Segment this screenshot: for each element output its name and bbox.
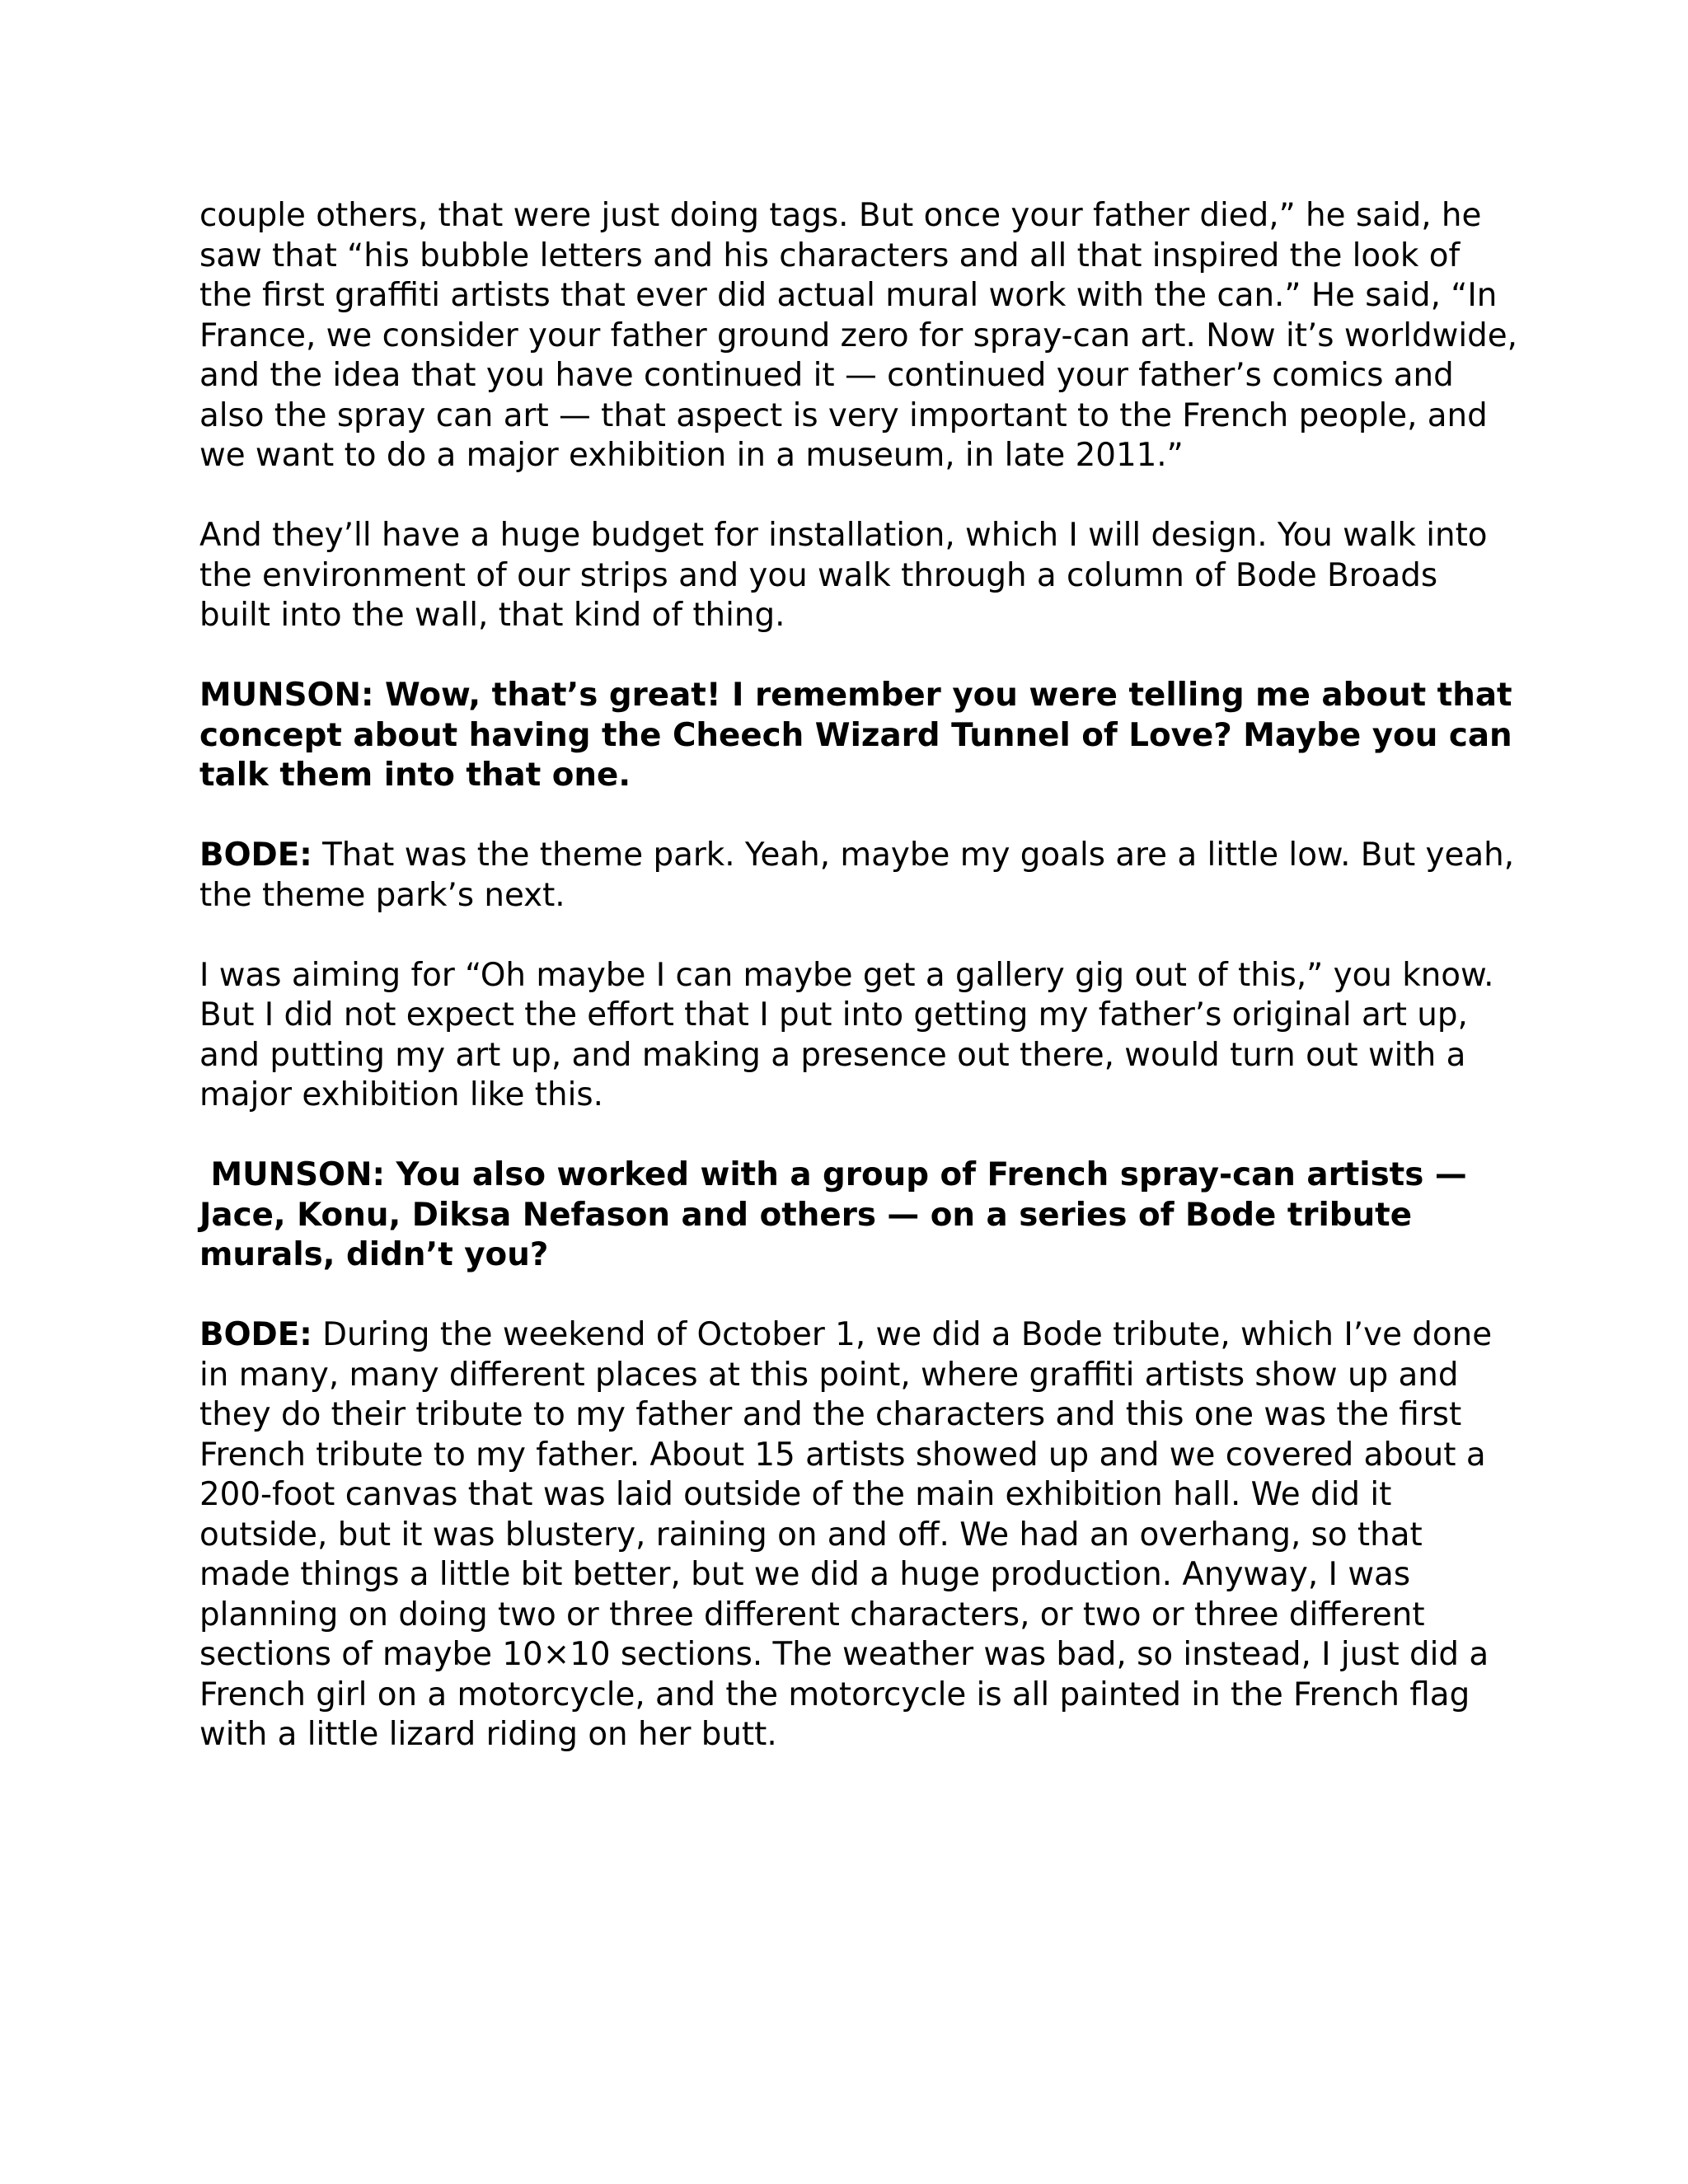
bode-answer-2 bbox=[199, 1315, 1518, 1755]
answer-text: That was the theme park. Yeah, maybe my goals are a little low. But yeah, the theme park’s next. bbox=[199, 837, 1515, 914]
speaker-label: BODE: bbox=[199, 1316, 312, 1353]
answer-text: During the weekend of October 1, we did a Bode tribute, which I’ve done in many, many different places at this point, where graffiti artists show up and they do their tribute to my father and the characters and this one was the first French tribute to my father. About 15 artists showed up and we covered about a 200-foot canvas that was laid outside of the main exhibition hall. We did it outside, but it was blustery, raining on and off. We had an overhang, so that made things a little bit better, but we did a huge production. Anyway, I was planning on doing two or three different characters, or two or three different sections of maybe 10×10 sections. The weather was bad, so instead, I just did a French girl on a motorcycle, and the motorcycle is all painted in the French flag with a little lizard riding on her butt. bbox=[199, 1316, 1493, 1753]
munson-question-2: MUNSON: You also worked with a group of French spray-can artists — Jace, Konu, Diksa Nefason and others — on a series of Bode tribute murals, didn’t you? bbox=[199, 1156, 1479, 1273]
body-paragraph-2: And they’ll have a huge budget for installation, which I will design. You walk into the environment of our strips and you walk through a column of Bode Broads built into the wall, that kind of thing. bbox=[199, 517, 1488, 634]
document-page bbox=[199, 196, 1518, 1795]
speaker-label: BODE: bbox=[199, 837, 312, 874]
body-paragraph-3: I was aiming for “Oh maybe I can maybe get a gallery gig out of this,” you know. But I did not expect the effort that I put into getting my father’s original art up, and putting my art up, and making a presence out there, would turn out with a major exhibition like this. bbox=[199, 956, 1494, 1113]
munson-question-1: MUNSON: Wow, that’s great! I remember you were telling me about that concept about having the Cheech Wizard Tunnel of Love? Maybe you can talk them into that one. bbox=[199, 677, 1512, 794]
bode-answer-1 bbox=[199, 836, 1518, 916]
body-paragraph-1: couple others, that were just doing tags. But once your father died,” he said, he saw that “his bubble letters and his characters and all that inspired the look of the first graffiti artists that ever did actual mural work with the can.” He said, “In France, we consider your father ground zero for spray-can art. Now it’s worldwide, and the idea that you have continued it — continued your father’s comics and also the spray can art — that aspect is very important to the French people, and we want to do a major exhibition in a museum, in late 2011.” bbox=[199, 197, 1517, 474]
